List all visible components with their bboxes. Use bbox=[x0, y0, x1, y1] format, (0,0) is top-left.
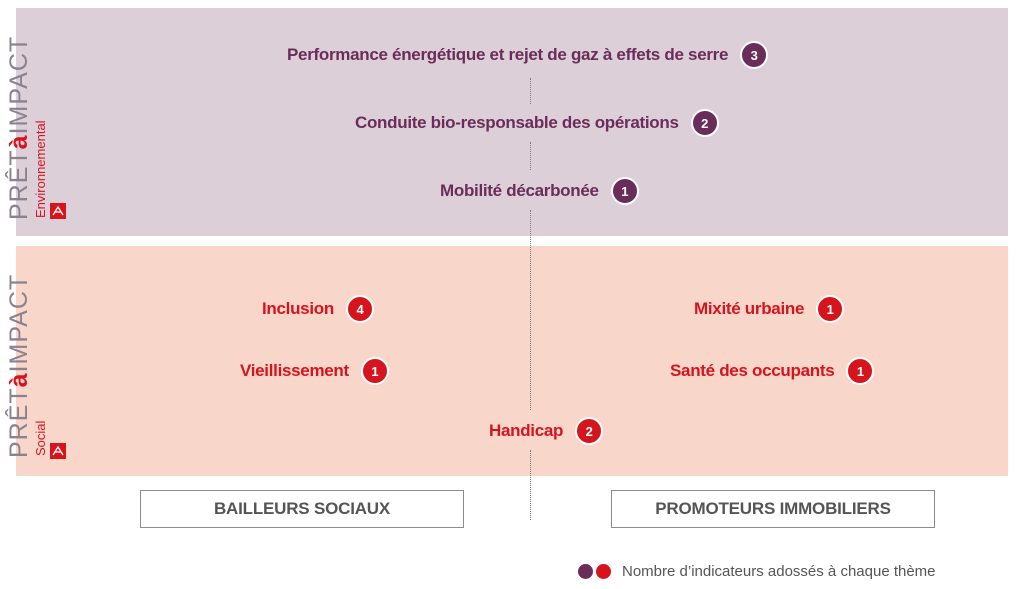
env-brand-subtitle: Environnemental bbox=[33, 120, 48, 218]
social-dot-icon bbox=[596, 564, 611, 579]
social-theme-item bbox=[262, 295, 374, 323]
center-divider bbox=[530, 210, 531, 410]
center-divider bbox=[530, 78, 531, 104]
theme-label: Conduite bio-responsable des opérations bbox=[355, 113, 679, 132]
indicator-count-badge: 1 bbox=[361, 357, 389, 385]
indicator-count-badge: 2 bbox=[691, 109, 719, 137]
theme-label: Mixité urbaine bbox=[694, 299, 805, 318]
social-brand-wordmark: PRÊTàIMPACT bbox=[5, 273, 33, 458]
env-brand-wordmark: PRÊTàIMPACT bbox=[5, 35, 33, 220]
category-bailleurs-sociaux: BAILLEURS SOCIAUX bbox=[140, 490, 464, 528]
env-dot-icon bbox=[578, 564, 593, 579]
theme-label: Performance énergétique et rejet de gaz à effets de serre bbox=[287, 45, 729, 64]
indicator-count-badge: 2 bbox=[575, 417, 603, 445]
indicator-count-badge: 4 bbox=[346, 295, 374, 323]
indicator-count-badge: 1 bbox=[611, 177, 639, 205]
theme-label: Handicap bbox=[489, 421, 564, 440]
social-theme-item bbox=[694, 295, 844, 323]
social-brand-subtitle: Social bbox=[33, 420, 48, 456]
category-promoteurs-immobiliers: PROMOTEURS IMMOBILIERS bbox=[611, 490, 935, 528]
env-theme-item bbox=[440, 177, 639, 205]
theme-label: Inclusion bbox=[262, 299, 334, 318]
brand-logo-icon bbox=[50, 203, 66, 219]
social-theme-item bbox=[240, 357, 389, 385]
env-theme-item bbox=[287, 41, 768, 69]
indicator-count-badge: 3 bbox=[740, 41, 768, 69]
indicator-count-badge: 1 bbox=[846, 357, 874, 385]
indicator-count-badge: 1 bbox=[816, 295, 844, 323]
social-theme-item bbox=[489, 417, 603, 445]
social-brand bbox=[5, 262, 104, 458]
social-theme-item bbox=[670, 357, 874, 385]
legend-text: Nombre d’indicateurs adossés à chaque thème bbox=[622, 563, 936, 580]
legend bbox=[578, 563, 936, 580]
center-divider bbox=[530, 450, 531, 520]
theme-label: Mobilité décarbonée bbox=[440, 181, 599, 200]
env-theme-item bbox=[355, 109, 719, 137]
theme-label: Vieillissement bbox=[240, 361, 349, 380]
theme-label: Santé des occupants bbox=[670, 361, 835, 380]
center-divider bbox=[530, 142, 531, 170]
env-brand bbox=[5, 24, 104, 220]
brand-logo-icon bbox=[50, 443, 66, 459]
